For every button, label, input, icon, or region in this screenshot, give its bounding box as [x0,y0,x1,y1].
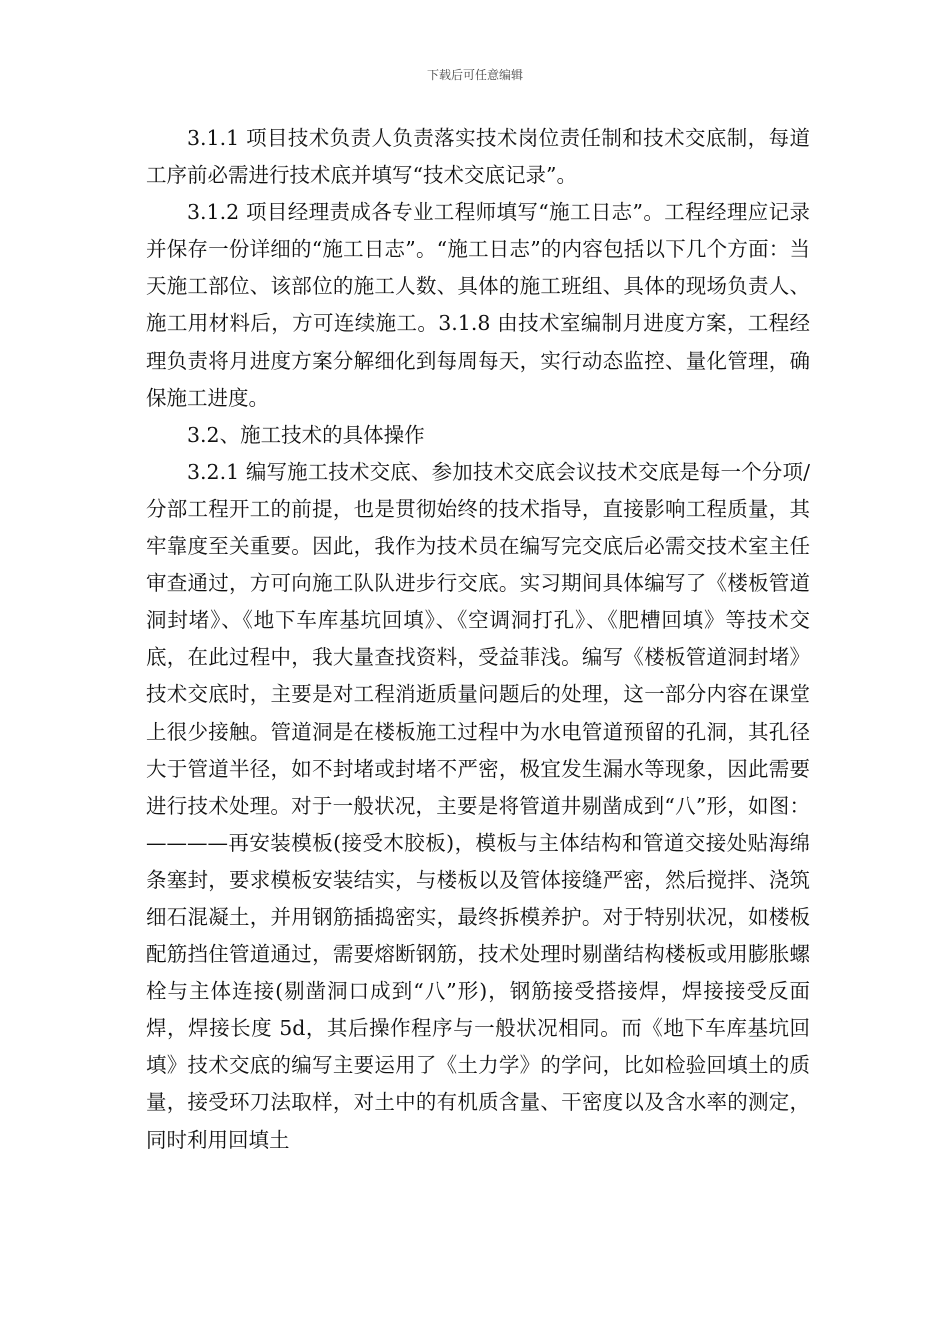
paragraph-3-1-2: 3.1.2 项目经理责成各专业工程师填写“施工日志”。工程经理应记录并保存一份详细的“施工日志”。“施工日志”的内容包括以下几个方面：当天施工部位、该部位的施工人数、具体的施工班组、具体的现场负责人、施工用材料后，方可连续施工。3.1.8 由技术室编制月进度方案，工程经理负责将月进度方案分解细化到每周每天，实行动态监控、量化管理，确保施工进度。 [146,200,810,410]
page-header: 下载后可任意编辑 [426,68,523,82]
document-body [146,120,810,1159]
paragraph-3-1-1: 3.1.1 项目技术负责人负责落实技术岗位责任制和技术交底制，每道工序前必需进行技术底并填写“技术交底记录”。 [146,126,810,188]
section-heading-3-2: 3.2、施工技术的具体操作 [187,422,425,447]
paragraph-3-2-1: 3.2.1 编写施工技术交底、参加技术交底会议技术交底是每一个分项/分部工程开工的前提，也是贯彻始终的技术指导，直接影响工程质量，其牢靠度至关重要。因此，我作为技术员在编写完交底后必需交技术室主任审查通过，方可向施工队队进步行交底。实习期间具体编写了《楼板管道洞封堵》、《地下车库基坑回填》、《空调洞打孔》、《肥槽回填》等技术交底，在此过程中，我大量查找资料，受益菲浅。编写《楼板管道洞封堵》技术交底时，主要是对工程消逝质量问题后的处理，这一部分内容在课堂上很少接触。管道洞是在楼板施工过程中为水电管道预留的孔洞，其孔径大于管道半径，如不封堵或封堵不严密，极宜发生漏水等现象，因此需要进行技术处理。对于一般状况，主要是将管道井剔凿成到“八”形，如图：————再安装模板(接受木胶板)，模板与主体结构和管道交接处贴海绵条塞封，要求模板安装结实，与楼板以及管体接缝严密，然后搅拌、浇筑细石混凝土，并用钢筋插捣密实，最终拆模养护。对于特别状况，如楼板配筋挡住管道通过，需要熔断钢筋，技术处理时剔凿结构楼板或用膨胀螺栓与主体连接(剔凿洞口成到“八”形)，钢筋接受搭接焊，焊接接受反面焊，焊接长度 5d，其后操作程序与一般状况相同。而《地下车库基坑回填》技术交底的编写主要运用了《土力学》的学问，比如检验回填土的质量，接受环刀法取样，对土中的有机质含量、干密度以及含水率的测定，同时利用回填土 [146,459,810,1152]
